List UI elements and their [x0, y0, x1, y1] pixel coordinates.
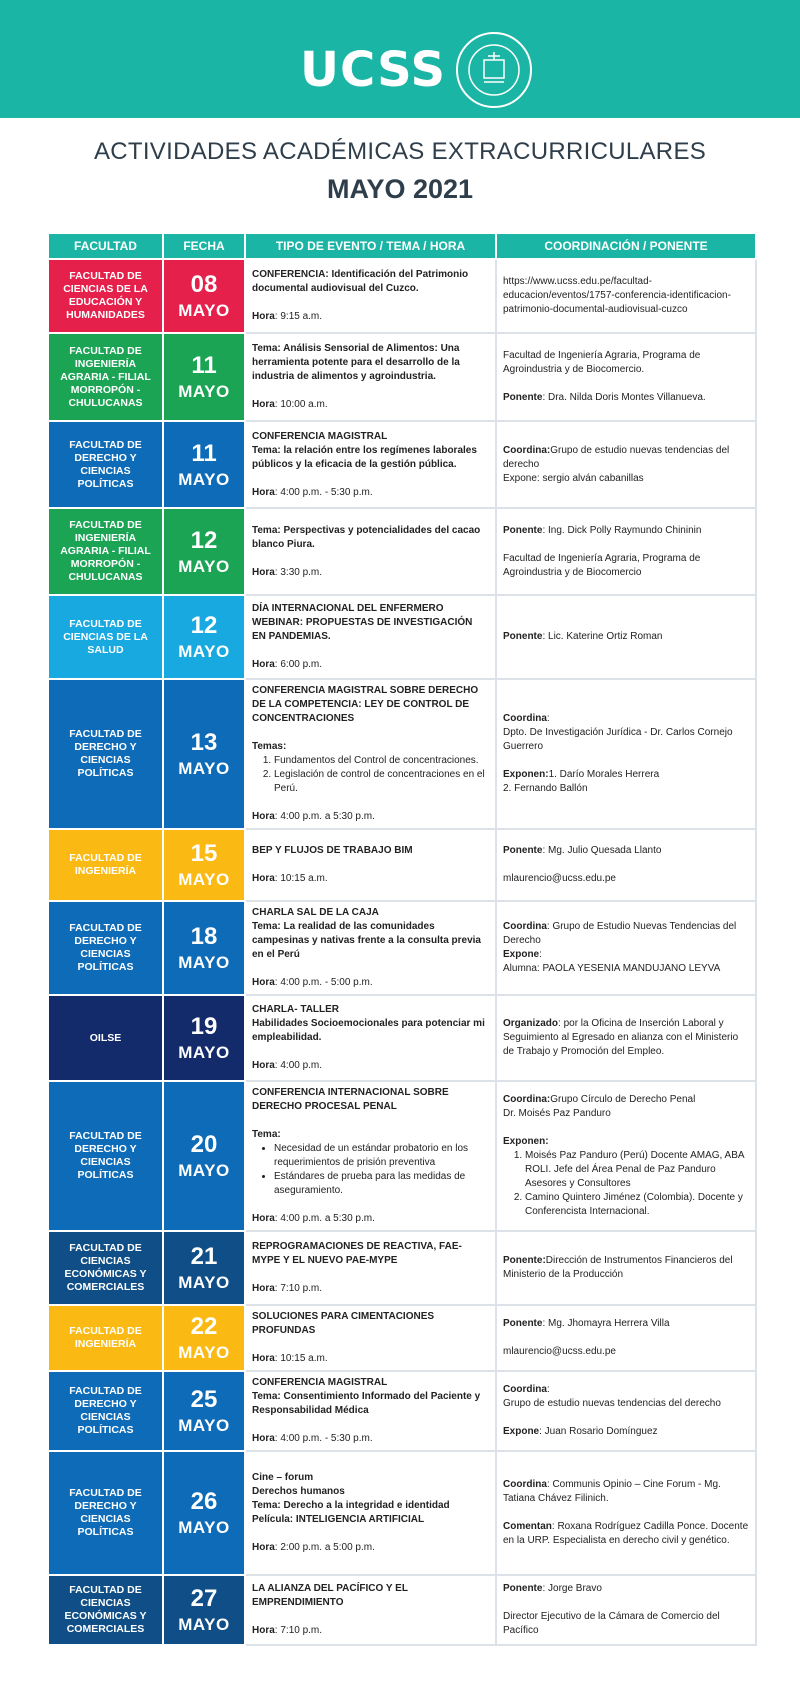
event-cell — [245, 1575, 496, 1645]
faculty-cell: FACULTAD DE CIENCIAS DE LA SALUD — [48, 595, 163, 679]
faculty-cell: FACULTAD DE CIENCIAS ECONÓMICAS Y COMERCIALES — [48, 1231, 163, 1305]
col-header-facultad: FACULTAD — [48, 233, 163, 259]
event-cell — [245, 1371, 496, 1451]
coordination-cell — [496, 679, 756, 829]
event-title: LA ALIANZA DEL PACÍFICO Y EL EMPRENDIMIENTO — [252, 1583, 408, 1608]
coordination-cell — [496, 508, 756, 595]
spacer — [503, 538, 749, 552]
coordination-label: Ponente: — [503, 1255, 546, 1266]
time-value: : 2:00 p.m. a 5:00 p.m. — [274, 1542, 375, 1553]
coordination-value: Facultad de Ingeniería Agraria, Programa de Agroindustria y de Biocomercio. — [503, 350, 701, 375]
event-cell — [245, 995, 496, 1081]
date-day: 12 — [190, 612, 218, 639]
event-cell — [245, 829, 496, 901]
event-time — [252, 1212, 489, 1226]
list-item: 2. Camino Quintero Jiménez (Colombia). Docente y Conferencista Internacional. — [525, 1191, 749, 1219]
coordination-line — [503, 1254, 749, 1282]
date-month: MAYO — [178, 556, 230, 576]
date-cell — [163, 595, 245, 679]
time-value: : 7:10 p.m. — [274, 1283, 323, 1294]
time-label: Hora — [252, 399, 275, 410]
coordination-label: Coordina — [503, 1384, 547, 1395]
coordination-value: Grupo Círculo de Derecho Penal Dr. Moisés Paz Panduro — [503, 1094, 696, 1119]
table-header-row — [48, 233, 756, 259]
header-banner — [0, 0, 800, 118]
coordination-label: Exponen: — [503, 769, 549, 780]
coordination-value: : Jorge Bravo — [542, 1583, 602, 1594]
activities-table — [47, 232, 757, 1646]
spacer — [252, 384, 489, 398]
event-time — [252, 872, 489, 886]
coordination-label: Expone — [503, 1426, 540, 1437]
table-row — [48, 508, 756, 595]
spacer — [252, 796, 489, 810]
event-cell — [245, 259, 496, 333]
event-time — [252, 1432, 489, 1446]
spacer — [252, 962, 489, 976]
time-value: : 4:00 p.m. a 5:30 p.m. — [274, 1213, 375, 1224]
date-day: 12 — [190, 526, 218, 554]
coordination-label: Organizado — [503, 1018, 559, 1029]
event-cell — [245, 901, 496, 995]
coordination-cell — [496, 1231, 756, 1305]
coordination-label: Coordina: — [503, 1094, 551, 1105]
table-row — [48, 679, 756, 829]
time-value: : 9:15 a.m. — [274, 311, 323, 322]
coordination-label: Exponen: — [503, 1136, 549, 1147]
spacer — [503, 377, 749, 391]
event-cell — [245, 1451, 496, 1575]
time-label: Hora — [252, 486, 275, 498]
coordination-label: Ponente — [503, 845, 543, 856]
faculty-cell: FACULTAD DE INGENIERÍA — [48, 829, 163, 901]
date-day: 27 — [190, 1585, 218, 1612]
table-row — [48, 595, 756, 679]
coordination-label: Coordina — [503, 1479, 547, 1490]
coordination-line — [503, 948, 749, 976]
date-month: MAYO — [178, 759, 230, 778]
spacer — [503, 754, 749, 768]
event-cell — [245, 333, 496, 421]
event-title: BEP Y FLUJOS DE TRABAJO BIM — [252, 845, 413, 856]
event-title: CONFERENCIA INTERNACIONAL SOBRE DERECHO PROCESAL PENAL — [252, 1087, 449, 1112]
coordination-line — [503, 275, 749, 317]
time-label: Hora — [252, 1353, 275, 1364]
date-day: 25 — [190, 1386, 218, 1413]
spacer — [252, 1045, 489, 1059]
coordination-value: : Roxana Rodríguez Cadilla Ponce. Docente en la URP. Especialista en derecho civil y genético. — [503, 1521, 749, 1546]
date-cell — [163, 1231, 245, 1305]
time-value: : 4:00 p.m. - 5:30 p.m. — [274, 486, 373, 498]
logo-text: UCSS — [300, 42, 447, 98]
coordination-value: https://www.ucss.edu.pe/facultad-educacion/eventos/1757-conferencia-identificacion-patrimonio-documental-audiovisual-cuzco — [503, 276, 731, 315]
date-month: MAYO — [178, 382, 230, 401]
date-month: MAYO — [178, 1518, 230, 1537]
event-time — [252, 486, 489, 500]
event-time — [252, 1059, 489, 1073]
faculty-cell: FACULTAD DE INGENIERÍA AGRARIA - FILIAL MORROPÓN - CHULUCANAS — [48, 333, 163, 421]
coordination-label: Coordina: — [503, 444, 551, 456]
coordination-label: Ponente — [503, 524, 543, 536]
table-row — [48, 1305, 756, 1371]
date-day: 13 — [190, 729, 218, 756]
coordination-line — [503, 1383, 749, 1411]
spacer — [252, 1198, 489, 1212]
coordination-line — [503, 1520, 749, 1548]
coordination-line — [503, 444, 749, 486]
coordination-line — [503, 349, 749, 377]
time-label: Hora — [252, 873, 275, 884]
event-title: CONFERENCIA: Identificación del Patrimonio documental audiovisual del Cuzco. — [252, 269, 469, 294]
list-item: 2. Legislación de control de concentraciones en el Perú. — [274, 768, 489, 796]
spacer — [252, 726, 489, 740]
coordination-line — [503, 844, 749, 858]
faculty-cell: FACULTAD DE DERECHO Y CIENCIAS POLÍTICAS — [48, 1081, 163, 1231]
faculty-cell: FACULTAD DE CIENCIAS ECONÓMICAS Y COMERCIALES — [48, 1575, 163, 1645]
date-cell — [163, 1451, 245, 1575]
time-value: : 4:00 p.m. a 5:30 p.m. — [274, 811, 375, 822]
page-title: ACTIVIDADES ACADÉMICAS EXTRACURRICULARES — [93, 138, 707, 165]
faculty-cell: FACULTAD DE DERECHO Y CIENCIAS POLÍTICAS — [48, 1451, 163, 1575]
coordination-value: : por la Oficina de Inserción Laboral y Seguimiento al Egresado en alianza con el Ministerio de Trabajo y Promoción del Empleo. — [503, 1018, 739, 1057]
spacer — [252, 858, 489, 872]
coordination-label: Ponente — [503, 392, 543, 403]
spacer — [252, 1268, 489, 1282]
time-label: Hora — [252, 1060, 275, 1071]
time-value: : 10:15 a.m. — [274, 873, 328, 884]
university-seal-icon — [454, 30, 534, 110]
col-header-fecha: FECHA — [163, 233, 245, 259]
event-time — [252, 1541, 489, 1555]
event-time — [252, 398, 489, 412]
coordination-cell — [496, 333, 756, 421]
list-item: 1. Moisés Paz Panduro (Perú) Docente AMAG, ABA ROLI. Jefe del Área Penal de Paz Panduro Asesores y Consultores — [525, 1149, 749, 1191]
spacer — [252, 644, 489, 658]
coordination-cell — [496, 259, 756, 333]
spacer — [503, 1411, 749, 1425]
time-label: Hora — [252, 566, 275, 578]
coordination-line — [503, 712, 749, 754]
speakers-list — [503, 1149, 749, 1219]
time-value: : 6:00 p.m. — [274, 659, 323, 670]
coordination-label: Coordina — [503, 713, 547, 724]
coordination-value: : Lic. Katerine Ortiz Roman — [542, 631, 663, 642]
time-label: Hora — [252, 1283, 275, 1294]
ucss-logo — [300, 30, 534, 110]
list-item: • Estándares de prueba para las medidas de aseguramiento. — [274, 1170, 489, 1198]
time-label: Hora — [252, 1542, 275, 1553]
coordination-value: : Grupo de Estudio Nuevas Tendencias del Derecho — [503, 921, 737, 946]
time-label: Hora — [252, 811, 275, 822]
spacer — [252, 1338, 489, 1352]
time-value: : 4:00 p.m. - 5:30 p.m. — [274, 1433, 373, 1444]
event-cell — [245, 508, 496, 595]
date-cell — [163, 1305, 245, 1371]
time-value: : 10:15 a.m. — [274, 1353, 328, 1364]
time-label: Hora — [252, 1625, 275, 1636]
date-cell — [163, 829, 245, 901]
coordination-cell — [496, 901, 756, 995]
date-cell — [163, 1081, 245, 1231]
topics-label: Temas: — [252, 741, 287, 752]
date-month: MAYO — [178, 1416, 230, 1435]
faculty-cell: FACULTAD DE DERECHO Y CIENCIAS POLÍTICAS — [48, 1371, 163, 1451]
coordination-value: : Mg. Jhomayra Herrera Villa — [542, 1318, 670, 1329]
event-title: SOLUCIONES PARA CIMENTACIONES PROFUNDAS — [252, 1311, 435, 1336]
date-month: MAYO — [178, 1273, 230, 1292]
date-month: MAYO — [178, 1161, 230, 1180]
spacer — [252, 1418, 489, 1432]
date-month: MAYO — [178, 1615, 230, 1634]
table-row — [48, 421, 756, 508]
coordination-line — [503, 1610, 749, 1638]
event-title: REPROGRAMACIONES DE REACTIVA, FAE-MYPE Y EL NUEVO PAE-MYPE — [252, 1241, 462, 1266]
event-title: CONFERENCIA MAGISTRAL Tema: Consentimiento Informado del Paciente y Responsabilidad Médica — [252, 1377, 481, 1416]
event-time — [252, 566, 489, 580]
date-day: 18 — [190, 923, 218, 950]
list-item: 1. Fundamentos del Control de concentraciones. — [274, 754, 489, 768]
coordination-line — [503, 872, 749, 886]
event-time — [252, 1624, 489, 1638]
coordination-line — [503, 768, 749, 796]
event-time — [252, 976, 489, 990]
coordination-value: : Grupo de estudio nuevas tendencias del derecho — [503, 1384, 721, 1409]
coordination-cell — [496, 1575, 756, 1645]
coordination-line — [503, 630, 749, 644]
faculty-cell: FACULTAD DE DERECHO Y CIENCIAS POLÍTICAS — [48, 679, 163, 829]
date-day: 20 — [190, 1131, 218, 1158]
coordination-line — [503, 1317, 749, 1331]
spacer — [252, 1527, 489, 1541]
date-day: 22 — [190, 1313, 218, 1340]
coordination-line — [503, 1135, 749, 1149]
topics-label: Tema: — [252, 1129, 281, 1140]
table-row — [48, 1451, 756, 1575]
date-cell — [163, 995, 245, 1081]
table-row — [48, 1231, 756, 1305]
coordination-value: Director Ejecutivo de la Cámara de Comercio del Pacífico — [503, 1611, 720, 1636]
table-row — [48, 829, 756, 901]
coordination-line — [503, 1017, 749, 1059]
coordination-cell — [496, 421, 756, 508]
time-label: Hora — [252, 1433, 275, 1444]
coordination-value: Grupo de estudio nuevas tendencias del derecho Expone: sergio alván cabanillas — [503, 444, 730, 484]
table-row — [48, 259, 756, 333]
time-label: Hora — [252, 1213, 275, 1224]
coordination-value: 1. Darío Morales Herrera 2. Fernando Ballón — [503, 769, 660, 794]
faculty-cell: FACULTAD DE INGENIERÍA — [48, 1305, 163, 1371]
event-cell — [245, 1231, 496, 1305]
event-title: Tema: Análisis Sensorial de Alimentos: Una herramienta potente para el desarrollo de la industria de alimentos y agroindustria. — [252, 343, 460, 382]
faculty-cell: FACULTAD DE DERECHO Y CIENCIAS POLÍTICAS — [48, 421, 163, 508]
date-cell — [163, 333, 245, 421]
coordination-label: Ponente — [503, 631, 543, 642]
date-month: MAYO — [178, 1343, 230, 1362]
spacer — [252, 552, 489, 566]
coordination-line — [503, 524, 749, 538]
date-cell — [163, 901, 245, 995]
coordination-line — [503, 552, 749, 580]
date-month: MAYO — [178, 870, 230, 889]
event-cell — [245, 1081, 496, 1231]
time-value: : 3:30 p.m. — [274, 566, 323, 578]
date-cell — [163, 1575, 245, 1645]
date-day: 11 — [191, 439, 217, 467]
list-item: • Necesidad de un estándar probatorio en los requerimientos de prisión preventiva — [274, 1142, 489, 1170]
date-month: MAYO — [178, 1043, 230, 1062]
coordination-label: Expone — [503, 949, 540, 960]
coordination-cell — [496, 995, 756, 1081]
table-row — [48, 1081, 756, 1231]
coordination-line — [503, 1093, 749, 1121]
coordination-label: Ponente — [503, 1318, 543, 1329]
coordination-cell — [496, 1081, 756, 1231]
coordination-line — [503, 1478, 749, 1506]
coordination-line — [503, 1582, 749, 1596]
spacer — [252, 472, 489, 486]
table-row — [48, 1371, 756, 1451]
table-row — [48, 333, 756, 421]
coordination-line — [503, 1425, 749, 1439]
spacer — [252, 296, 489, 310]
topics-list — [252, 754, 489, 796]
coordination-value: Facultad de Ingeniería Agraria, Programa de Agroindustria y de Biocomercio — [503, 552, 701, 578]
time-label: Hora — [252, 659, 275, 670]
faculty-cell: FACULTAD DE INGENIERÍA AGRARIA - FILIAL MORROPÓN - CHULUCANAS — [48, 508, 163, 595]
event-cell — [245, 679, 496, 829]
event-title: CONFERENCIA MAGISTRAL SOBRE DERECHO DE LA COMPETENCIA: LEY DE CONTROL DE CONCENTRACIONES — [252, 685, 479, 724]
date-month: MAYO — [178, 953, 230, 972]
event-title: CHARLA- TALLER Habilidades Socioemocionales para potenciar mi empleabilidad. — [252, 1004, 485, 1043]
faculty-cell: OILSE — [48, 995, 163, 1081]
event-title: CHARLA SAL DE LA CAJA Tema: La realidad de las comunidades campesinas y nativas frente a la consulta previa en el Perú — [252, 907, 481, 960]
time-label: Hora — [252, 311, 275, 322]
date-month: MAYO — [178, 469, 230, 489]
faculty-cell: FACULTAD DE CIENCIAS DE LA EDUCACIÓN Y HUMANIDADES — [48, 259, 163, 333]
coordination-value: mlaurencio@ucss.edu.pe — [503, 873, 616, 884]
col-header-tipo: TIPO DE EVENTO / TEMA / HORA — [245, 233, 496, 259]
event-cell — [245, 421, 496, 508]
date-day: 26 — [190, 1488, 218, 1515]
event-cell — [245, 595, 496, 679]
coordination-value: : Dra. Nilda Doris Montes Villanueva. — [542, 392, 706, 403]
coordination-value: : Ing. Dick Polly Raymundo Chininin — [542, 524, 702, 536]
event-title: Tema: Perspectivas y potencialidades del cacao blanco Piura. — [252, 524, 481, 550]
date-day: 19 — [190, 1013, 218, 1040]
coordination-value: : Mg. Julio Quesada Llanto — [542, 845, 662, 856]
date-day: 11 — [191, 352, 217, 379]
date-month: MAYO — [178, 301, 230, 320]
coordination-cell — [496, 1371, 756, 1451]
spacer — [503, 1596, 749, 1610]
coordination-line — [503, 920, 749, 948]
coordination-value: mlaurencio@ucss.edu.pe — [503, 1346, 616, 1357]
table-row — [48, 1575, 756, 1645]
coordination-cell — [496, 829, 756, 901]
topics-list — [252, 1142, 489, 1198]
coordination-cell — [496, 595, 756, 679]
page-subtitle: MAYO 2021 — [326, 174, 474, 204]
event-title: Cine – forum Derechos humanos Tema: Derecho a la integridad e identidad Película: INTELIGENCIA ARTIFICIAL — [252, 1472, 450, 1525]
event-cell — [245, 1305, 496, 1371]
coordination-value: : Alumna: PAOLA YESENIA MANDUJANO LEYVA — [503, 949, 721, 974]
date-cell — [163, 679, 245, 829]
event-time — [252, 1352, 489, 1366]
event-time — [252, 810, 489, 824]
date-cell — [163, 421, 245, 508]
time-label: Hora — [252, 977, 275, 988]
coordination-line — [503, 391, 749, 405]
spacer — [252, 1114, 489, 1128]
spacer — [503, 1121, 749, 1135]
date-day: 08 — [190, 271, 218, 298]
event-title: DÍA INTERNACIONAL DEL ENFERMERO WEBINAR: PROPUESTAS DE INVESTIGACIÓN EN PANDEMIAS. — [252, 603, 473, 642]
coordination-label: Ponente — [503, 1583, 543, 1594]
event-time — [252, 310, 489, 324]
date-cell — [163, 508, 245, 595]
coordination-line — [503, 1345, 749, 1359]
coordination-value: : Dpto. De Investigación Jurídica - Dr. Carlos Cornejo Guerrero — [503, 713, 733, 752]
coordination-cell — [496, 1305, 756, 1371]
spacer — [503, 858, 749, 872]
coordination-value: : Communis Opinio – Cine Forum - Mg. Tatiana Chávez Filinich. — [503, 1479, 721, 1504]
faculty-cell: FACULTAD DE DERECHO Y CIENCIAS POLÍTICAS — [48, 901, 163, 995]
time-value: : 4:00 p.m. - 5:00 p.m. — [274, 977, 373, 988]
spacer — [252, 1610, 489, 1624]
date-cell — [163, 259, 245, 333]
event-time — [252, 1282, 489, 1296]
time-value: : 10:00 a.m. — [274, 399, 328, 410]
coordination-label: Comentan — [503, 1521, 552, 1532]
date-month: MAYO — [178, 642, 230, 661]
time-value: : 4:00 p.m. — [274, 1060, 323, 1071]
spacer — [503, 1331, 749, 1345]
col-header-coordinacion: COORDINACIÓN / PONENTE — [496, 233, 756, 259]
coordination-label: Coordina — [503, 921, 547, 932]
date-day: 15 — [190, 840, 218, 867]
coordination-cell — [496, 1451, 756, 1575]
event-time — [252, 658, 489, 672]
spacer — [503, 1506, 749, 1520]
coordination-value: : Juan Rosario Domínguez — [539, 1426, 658, 1437]
date-cell — [163, 1371, 245, 1451]
event-title: CONFERENCIA MAGISTRAL Tema: la relación entre los regímenes laborales públicos y la eficacia de la gestión pública. — [252, 430, 477, 470]
coordination-value: Dirección de Instrumentos Financieros del Ministerio de la Producción — [503, 1255, 733, 1280]
table-row — [48, 901, 756, 995]
time-value: : 7:10 p.m. — [274, 1625, 323, 1636]
table-row — [48, 995, 756, 1081]
date-day: 21 — [190, 1243, 218, 1270]
